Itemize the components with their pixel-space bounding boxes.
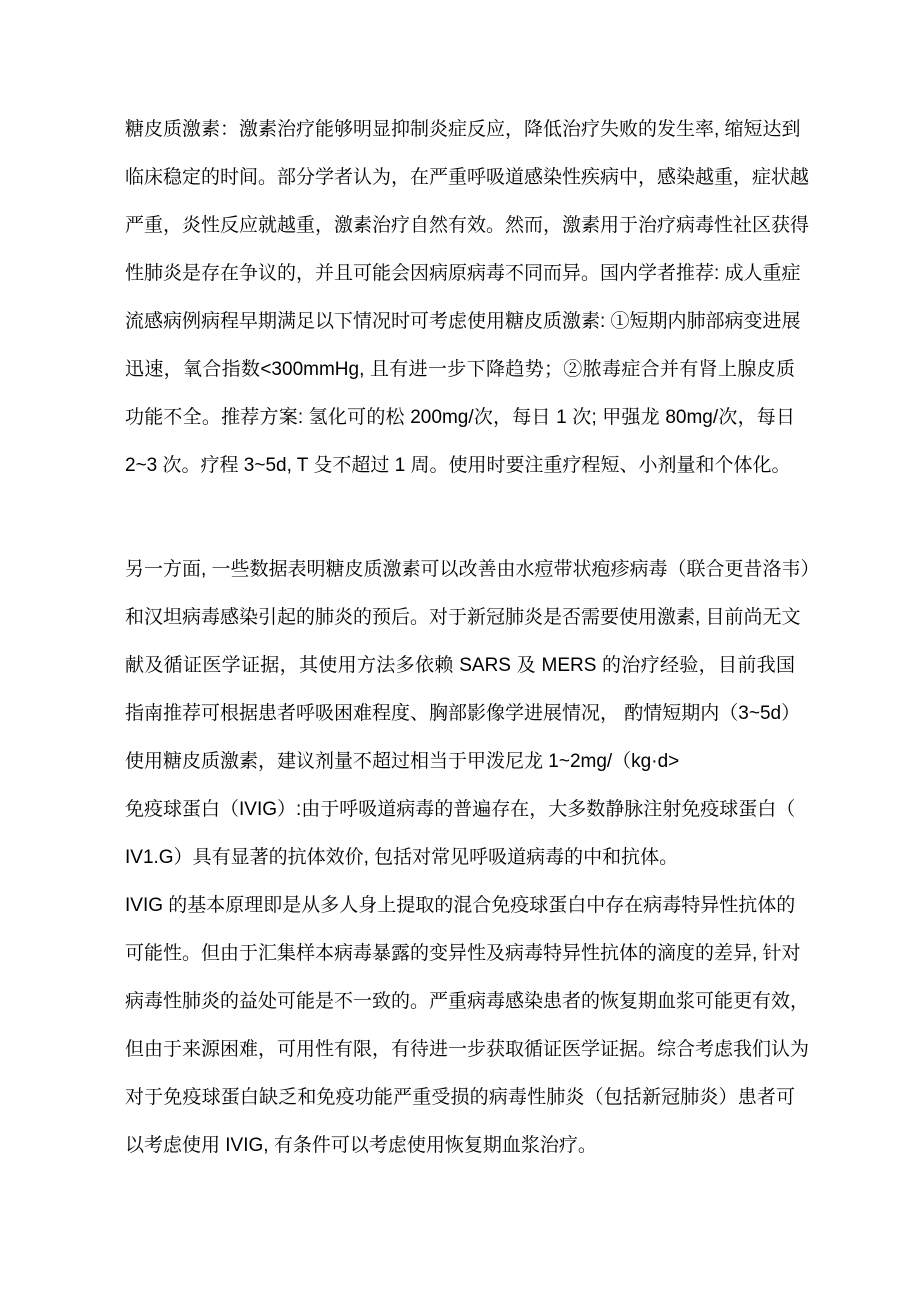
text-line: 另一方面, 一些数据表明糖皮质激素可以改善由水痘带状疱疹病毒（联合更昔洛韦）	[125, 559, 820, 580]
paragraph-steroid-evidence	[125, 546, 820, 786]
paragraph-glucocorticoids-recommendation	[125, 106, 810, 490]
text-line: 献及循证医学证据，其使用方法多依赖 SARS 及 MERS 的治疗经验，目前我国	[125, 655, 795, 676]
text-line: 但由于来源困难，可用性有限，有待进一步获取循证医学证据。综合考虑我们认为	[125, 1039, 810, 1060]
text-line: 流感病例病程早期满足以下情况时可考虑使用糖皮质激素: ①短期内肺部病变进展	[125, 311, 801, 332]
text-line: 以考虑使用 IVIG, 有条件可以考虑使用恢复期血浆治疗。	[125, 1135, 597, 1156]
text-line: 功能不全。推荐方案: 氢化可的松 200mg/次，每日 1 次; 甲强龙 80mg/次，每日	[125, 407, 795, 428]
text-line: 使用糖皮质激素，建议剂量不超过相当于甲泼尼龙 1~2mg/（kg·d>	[125, 751, 680, 772]
paragraph-ivig-definition	[125, 786, 795, 882]
text-line: 和汉坦病毒感染引起的肺炎的预后。对于新冠肺炎是否需要使用激素, 目前尚无文	[125, 607, 801, 628]
text-line: 临床稳定的时间。部分学者认为，在严重呼吸道感染性疾病中，感染越重，症状越	[125, 167, 810, 188]
text-line: 对于免疫球蛋白缺乏和免疫功能严重受损的病毒性肺炎（包括新冠肺炎）患者可	[125, 1087, 795, 1108]
paragraph-ivig-principle	[125, 882, 810, 1170]
text-line: 2~3 次。疗程 3~5d, T 殳不超过 1 周。使用时要注重疗程短、小剂量和个体化。	[125, 455, 791, 476]
text-line: IV1.G）具有显著的抗体效价, 包括对常见呼吸道病毒的中和抗体。	[125, 847, 679, 868]
text-line: 免疫球蛋白（IVIG）:由于呼吸道病毒的普遍存在，大多数静脉注射免疫球蛋白（	[125, 799, 796, 820]
text-line: 病毒性肺炎的益处可能是不一致的。严重病毒感染患者的恢复期血浆可能更有效，	[125, 991, 810, 1012]
text-line: 可能性。但由于汇集样本病毒暴露的变异性及病毒特异性抗体的滴度的差异, 针对	[125, 943, 801, 964]
text-line: 迅速，氧合指数<300mmHg, 且有进一步下降趋势；②脓毒症合并有肾上腺皮质	[125, 359, 795, 380]
text-line: IVIG 的基本原理即是从多人身上提取的混合免疫球蛋白中存在病毒特异性抗体的	[125, 895, 796, 916]
text-line: 指南推荐可根据患者呼吸困难程度、胸部影像学进展情况， 酌情短期内（3~5d）	[125, 703, 801, 724]
text-line: 严重，炎性反应就越重，激素治疗自然有效。然而，激素用于治疗病毒性社区获得	[125, 215, 810, 236]
text-line: 糖皮质激素：激素治疗能够明显抑制炎症反应，降低治疗失败的发生率, 缩短达到	[125, 119, 801, 140]
text-line: 性肺炎是存在争议的，并且可能会因病原病毒不同而异。国内学者推荐: 成人重症	[125, 263, 801, 284]
